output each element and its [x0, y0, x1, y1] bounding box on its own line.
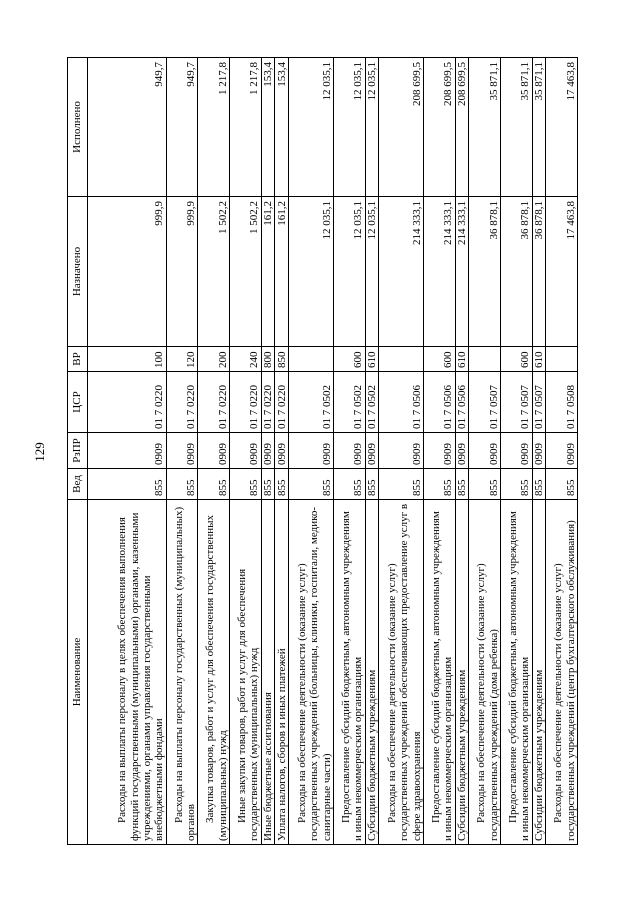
row-ved: 855: [546, 469, 578, 500]
row-naznacheno: 12 035,1: [365, 197, 379, 347]
row-vr: 600: [424, 347, 456, 372]
row-rzpr: 0909: [333, 433, 365, 469]
row-name: Субсидии бюджетным учреждениям: [365, 669, 378, 841]
row-ved: 855: [198, 469, 230, 500]
row-name: Расходы на выплаты персоналу в целях обеспечения выполнения функций государственными (муниципальными) органами, казенными учреждениями, органами управления государственными внебюджетными фондами: [116, 512, 166, 841]
row-name: Иные закупки товаров, работ и услуг для обеспечения государственных (муниципальных) нужд: [236, 568, 261, 841]
budget-table: [67, 57, 578, 845]
row-name: Закупка товаров, работ и услуг для обеспечения государственных (муниципальных) нужд: [204, 514, 229, 841]
row-name: Предоставление субсидий бюджетным, автономным учреждениям и иным некоммерческим организациям: [339, 511, 365, 841]
row-ved: 855: [365, 469, 379, 500]
row-name: Субсидии бюджетным учреждениям: [532, 669, 545, 841]
row-naznacheno: 1 502,2: [198, 197, 230, 347]
row-csr: 01 7 0507: [469, 372, 501, 433]
row-csr: 01 7 0506: [379, 372, 424, 433]
table-row: [424, 58, 456, 845]
row-naznacheno: 1 502,2: [230, 197, 262, 347]
row-ved: 855: [230, 469, 262, 500]
row-vr: 610: [455, 347, 469, 372]
row-name: Расходы на выплаты персоналу государственных (муниципальных) органов: [172, 506, 198, 841]
row-name: Расходы на обеспечение деятельности (оказание услуг) государственных учреждений обеспечивающих предоставление услуг в сфере здравоохранения: [386, 503, 423, 841]
row-ved: 855: [500, 469, 532, 500]
row-naznacheno: 214 333,1: [379, 197, 424, 347]
row-csr: 01 7 0220: [198, 372, 230, 433]
row-rzpr: 0909: [500, 433, 532, 469]
row-naznacheno: 161,2: [275, 197, 289, 347]
table-row: [455, 58, 469, 845]
row-ved: 855: [455, 469, 469, 500]
row-csr: 01 7 0220: [275, 372, 289, 433]
row-rzpr: 0909: [455, 433, 469, 469]
row-rzpr: 0909: [546, 433, 578, 469]
row-name: Субсидии бюджетным учреждениям: [456, 669, 468, 841]
header-naznacheno: Назначено: [68, 197, 88, 347]
row-vr: 610: [532, 347, 546, 372]
row-csr: 01 7 0220: [261, 372, 275, 433]
row-ved: 855: [88, 469, 167, 500]
row-naznacheno: 17 463,8: [546, 197, 578, 347]
row-name: Расходы на обеспечение деятельности (оказание услуг) государственных учреждений (центр бухгалтерского обслуживания): [552, 520, 577, 841]
table-row: [288, 58, 333, 845]
row-rzpr: 0909: [469, 433, 501, 469]
row-ispolneno: 12 035,1: [365, 58, 379, 197]
row-vr: 610: [365, 347, 379, 372]
table-row: [469, 58, 501, 845]
header-vr: ВР: [68, 347, 88, 372]
row-ispolneno: 35 871,1: [500, 58, 532, 197]
row-vr: [288, 347, 333, 372]
table-row: [546, 58, 578, 845]
row-rzpr: 0909: [365, 433, 379, 469]
row-vr: 600: [333, 347, 365, 372]
row-ispolneno: 35 871,1: [532, 58, 546, 197]
row-naznacheno: 12 035,1: [333, 197, 365, 347]
row-ispolneno: 12 035,1: [288, 58, 333, 197]
row-rzpr: 0909: [288, 433, 333, 469]
row-name: Уплата налогов, сборов и иных платежей: [275, 648, 288, 841]
table-row: [500, 58, 532, 845]
row-name: Расходы на обеспечение деятельности (оказание услуг) государственных учреждений (больницы, клиники, госпитали, медико-санитарные части): [295, 506, 333, 841]
table-row: [198, 58, 230, 845]
row-ispolneno: 208 699,5: [424, 58, 456, 197]
row-csr: 01 7 0506: [424, 372, 456, 433]
table-row: [333, 58, 365, 845]
row-naznacheno: 999,9: [88, 197, 167, 347]
row-csr: 01 7 0220: [230, 372, 262, 433]
row-ved: 855: [275, 469, 289, 500]
table-header-row: [68, 58, 88, 845]
row-vr: [379, 347, 424, 372]
row-vr: [546, 347, 578, 372]
row-csr: 01 7 0502: [365, 372, 379, 433]
row-ved: 855: [469, 469, 501, 500]
row-name: Предоставление субсидий бюджетным, автономным учреждениям и иным некоммерческим организациям: [430, 511, 455, 841]
table-row: [88, 58, 167, 845]
row-rzpr: 0909: [261, 433, 275, 469]
row-rzpr: 0909: [198, 433, 230, 469]
row-csr: 01 7 0220: [166, 372, 198, 433]
row-ved: 855: [532, 469, 546, 500]
table-row: [275, 58, 289, 845]
row-vr: 200: [198, 347, 230, 372]
row-rzpr: 0909: [88, 433, 167, 469]
row-ispolneno: 153,4: [261, 58, 275, 197]
header-name: Наименование: [68, 500, 88, 845]
table-row: [379, 58, 424, 845]
row-ispolneno: 12 035,1: [333, 58, 365, 197]
row-ispolneno: 35 871,1: [469, 58, 501, 197]
row-vr: 240: [230, 347, 262, 372]
row-rzpr: 0909: [379, 433, 424, 469]
row-rzpr: 0909: [424, 433, 456, 469]
row-ved: 855: [379, 469, 424, 500]
row-ispolneno: 949,7: [166, 58, 198, 197]
table-row: [532, 58, 546, 845]
row-csr: 01 7 0506: [455, 372, 469, 433]
row-ved: 855: [288, 469, 333, 500]
row-vr: 850: [275, 347, 289, 372]
row-vr: 600: [500, 347, 532, 372]
header-rzpr: РзПР: [68, 433, 88, 469]
row-name: Предоставление субсидий бюджетным, автономным учреждениям и иным некоммерческим организациям: [507, 511, 532, 841]
row-naznacheno: 999,9: [166, 197, 198, 347]
row-csr: 01 7 0502: [288, 372, 333, 433]
row-ispolneno: 208 699,5: [455, 58, 469, 197]
row-csr: 01 7 0502: [333, 372, 365, 433]
row-naznacheno: 36 878,1: [532, 197, 546, 347]
row-csr: 01 7 0220: [88, 372, 167, 433]
row-rzpr: 0909: [532, 433, 546, 469]
row-ispolneno: 153,4: [275, 58, 289, 197]
row-vr: 100: [88, 347, 167, 372]
row-vr: 800: [261, 347, 275, 372]
row-vr: 120: [166, 347, 198, 372]
row-ispolneno: 949,7: [88, 58, 167, 197]
header-csr: ЦСР: [68, 372, 88, 433]
row-csr: 01 7 0508: [546, 372, 578, 433]
header-ispolneno: Исполнено: [68, 58, 88, 197]
row-ispolneno: 1 217,8: [198, 58, 230, 197]
row-vr: [469, 347, 501, 372]
table-row: [261, 58, 275, 845]
row-csr: 01 7 0507: [500, 372, 532, 433]
row-naznacheno: 214 333,1: [424, 197, 456, 347]
row-ispolneno: 17 463,8: [546, 58, 578, 197]
page-number: 129: [32, 442, 47, 462]
row-naznacheno: 36 878,1: [469, 197, 501, 347]
row-naznacheno: 12 035,1: [288, 197, 333, 347]
row-ispolneno: 208 699,5: [379, 58, 424, 197]
row-name: Иные бюджетные ассигнования: [261, 692, 274, 841]
row-ved: 855: [333, 469, 365, 500]
row-rzpr: 0909: [275, 433, 289, 469]
table-row: [230, 58, 262, 845]
row-naznacheno: 214 333,1: [455, 197, 469, 347]
row-name: Расходы на обеспечение деятельности (оказание услуг) государственных учреждений (дома ребенка): [475, 563, 500, 841]
row-rzpr: 0909: [230, 433, 262, 469]
header-ved: Вед: [68, 469, 88, 500]
row-ved: 855: [166, 469, 198, 500]
row-ved: 855: [261, 469, 275, 500]
row-naznacheno: 36 878,1: [500, 197, 532, 347]
row-rzpr: 0909: [166, 433, 198, 469]
table-row: [166, 58, 198, 845]
row-ved: 855: [424, 469, 456, 500]
row-ispolneno: 1 217,8: [230, 58, 262, 197]
table-row: [365, 58, 379, 845]
rotated-table-container: [67, 58, 578, 845]
row-csr: 01 7 0507: [532, 372, 546, 433]
row-naznacheno: 161,2: [261, 197, 275, 347]
